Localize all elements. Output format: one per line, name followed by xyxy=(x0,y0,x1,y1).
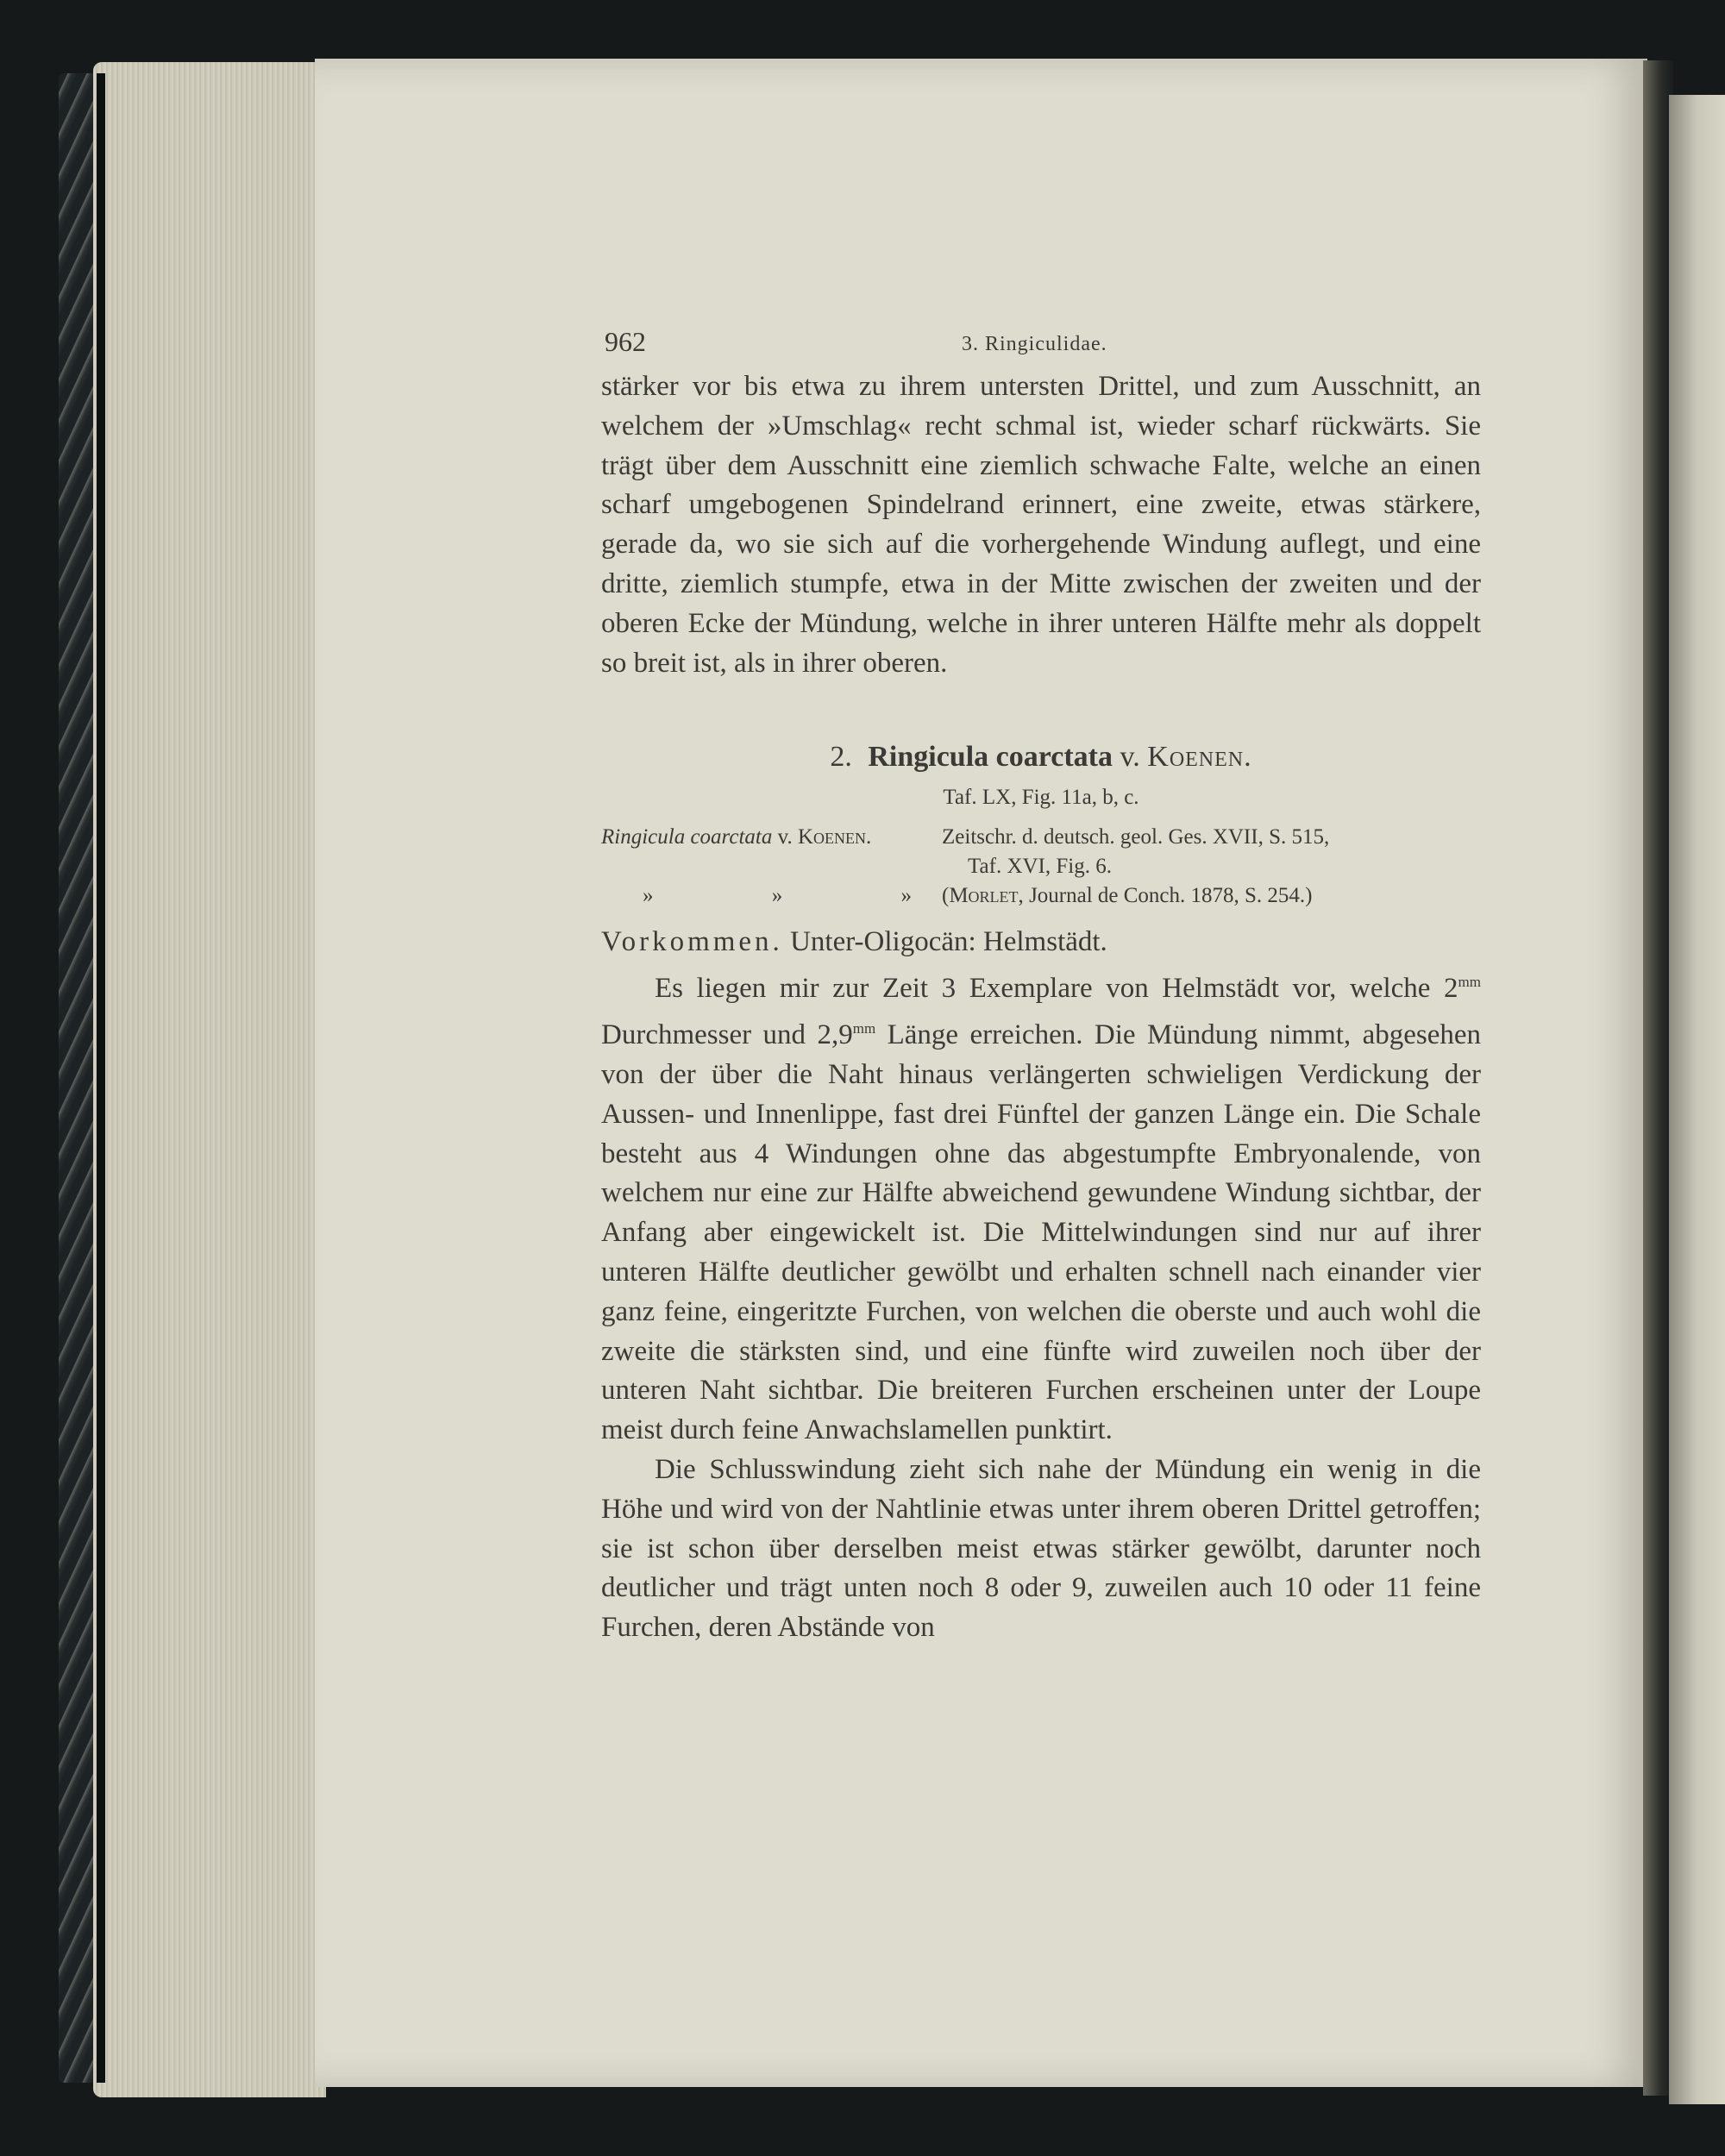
ditto-mark: » xyxy=(900,884,912,908)
synonym-author: Koenen. xyxy=(797,825,872,849)
paragraph-2: Es liegen mir zur Zeit 3 Exemplare von Helmstädt vor, welche $2^{mm}$ Durchmesser und $2,9^{mm}$ Länge erreichen. Die Mündung nimmt, abgesehen von der über die Naht hinaus verlängerten schwieligen Verdickung der Aussen- und Innenlippe, fast drei Fünftel der ganzen Länge ein. Die Schale besteht aus 4 Windungen ohne das abgestumpfte Embryonalende, von welchem nur eine zur Hälfte abweichend gewundene Windung sichtbar, der Anfang aber eingewickelt ist. Die Mittelwindungen sind nur auf ihrer unteren Hälfte deutlicher gewölbt und erhalten schnell nach einander vier ganz feine, eingeritzte Furchen, von welchen die oberste und auch wohl die zweite die stärksten sind, und eine fünfte wird zuweilen noch über der unteren Naht sichtbar. Die breiteren Furchen erscheinen unter der Loupe meist durch feine Anwachslamellen punktirt. xyxy=(601,973,1482,1446)
synonym-author-prefix: v. xyxy=(777,825,793,849)
page-header xyxy=(601,326,1481,367)
paragraph-1: stärker vor bis etwa zu ihrem untersten Drittel, und zum Ausschnitt, an welchem der »Umschlag« recht schmal ist, wieder scharf rückwärts. Sie trägt über dem Ausschnitt eine ziemlich schwache Falte, welche an einen scharf umgebogenen Spindelrand erinnert, eine zweite, etwas stärkere, gerade da, wo sie sich auf die vorhergehende Windung auflegt, und eine dritte, ziemlich stumpfe, etwa in der Mitte zwischen der zweiten und der oberen Ecke der Mündung, welche in ihrer unteren Hälfte mehr als doppelt so breit ist, als in ihrer oberen. xyxy=(601,371,1481,679)
species-author-prefix: v. xyxy=(1120,741,1140,774)
occurrence-label: Vorkommen. xyxy=(601,926,783,958)
species-author: Koenen. xyxy=(1147,741,1252,774)
page-number: 962 xyxy=(605,326,646,357)
synonym-name: Ringicula coarctata xyxy=(601,825,773,849)
ditto-mark: » xyxy=(643,884,654,908)
species-name: Ringicula coarctata xyxy=(868,741,1113,774)
plate-reference: Taf. LX, Fig. 11a, b, c. xyxy=(943,786,1139,810)
paragraph-3: Die Schlusswindung zieht sich nahe der Mündung ein wenig in die Höhe und wird von der Nahtlinie etwas unter ihrem oberen Drittel getroffen; sie ist schon über derselben meist etwas stärker gewölbt, darunter noch deutlicher und trägt unten noch 8 oder 9, zuweilen auch 10 oder 11 feine Furchen, deren Abstände von xyxy=(601,1453,1481,1644)
running-title: 3. Ringiculidae. xyxy=(962,333,1107,355)
page-text xyxy=(601,326,1481,1648)
synonym-reference-line2: Taf. XVI, Fig. 6. xyxy=(968,855,1112,879)
page-stack-edge xyxy=(93,62,326,2097)
unit-mm: mm xyxy=(1458,974,1481,991)
synonymy-row xyxy=(601,881,1481,911)
unit-mm: mm xyxy=(852,1020,876,1037)
reference-author: Morlet, xyxy=(949,884,1024,908)
ditto-marks xyxy=(601,881,942,911)
binding-shadow xyxy=(97,73,105,2083)
occurrence-value: Unter-Oligocän: Helmstädt. xyxy=(790,926,1107,958)
facing-page-edge xyxy=(1669,95,1725,2104)
ditto-mark: » xyxy=(771,884,783,908)
synonym-reference-line1: Zeitschr. d. deutsch. geol. Ges. XVII, S. 515, xyxy=(942,825,1330,849)
synonymy-row xyxy=(601,823,1481,881)
occurrence xyxy=(601,921,1481,962)
synonym-reference: (Morlet, Journal de Conch. 1878, S. 254.) xyxy=(942,884,1313,908)
species-number: 2. xyxy=(830,741,852,774)
species-heading xyxy=(601,736,1481,778)
synonymy xyxy=(601,823,1481,911)
